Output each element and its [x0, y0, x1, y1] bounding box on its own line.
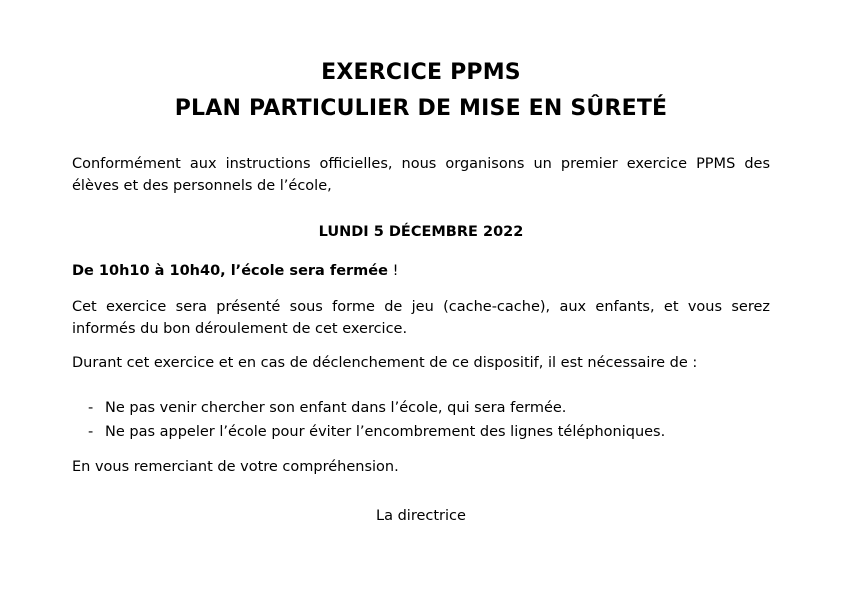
closure-notice [72, 260, 770, 282]
list-item-text: Ne pas appeler l’école pour éviter l’encombrement des lignes téléphoniques. [105, 424, 666, 440]
signature: La directrice [376, 508, 466, 524]
title-line-2: PLAN PARTICULIER DE MISE EN SÛRETÉ [174, 96, 668, 121]
list-bullet: - [88, 400, 94, 416]
closure-notice-bold: De 10h10 à 10h40, l’école sera fermée [72, 263, 388, 279]
title-line-1: EXERCICE PPMS [321, 60, 521, 85]
list-item [72, 420, 770, 444]
list-bullet: - [88, 424, 94, 440]
thanks-line: En vous remerciant de votre compréhension. [72, 459, 399, 475]
instructions-list [72, 396, 770, 444]
instructions-paragraph: Durant cet exercice et en cas de déclenchement de ce dispositif, il est nécessaire de : [72, 355, 698, 371]
game-paragraph: Cet exercice sera présenté sous forme de jeu (cache-cache), aux enfants, et vous serez informés du bon déroulement de cet exercice. [72, 299, 770, 337]
list-item-text: Ne pas venir chercher son enfant dans l’école, qui sera fermée. [105, 400, 567, 416]
exercise-date: LUNDI 5 DÉCEMBRE 2022 [318, 224, 524, 240]
closure-notice-suffix: ! [387, 263, 399, 279]
intro-paragraph: Conformément aux instructions officielles, nous organisons un premier exercice PPMS des élèves et des personnels de l’école, [72, 156, 770, 194]
list-item [72, 396, 770, 420]
